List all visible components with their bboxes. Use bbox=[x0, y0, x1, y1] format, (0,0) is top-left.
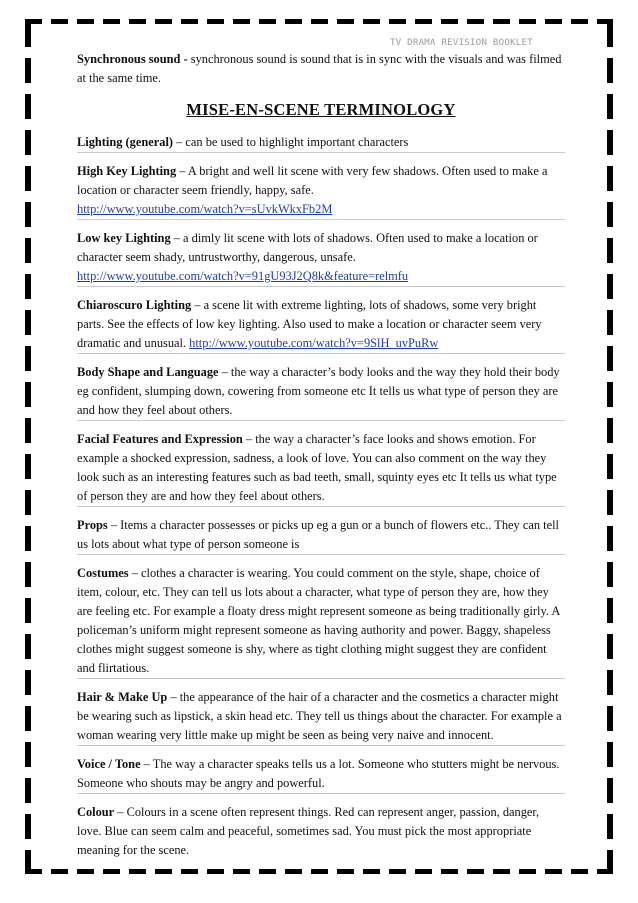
document-body bbox=[77, 50, 565, 860]
entry-text: – Colours in a scene often represent things. Red can represent anger, passion, danger, love. Blue can seem calm and peaceful, sometimes sad. You must pick the most appropriate meaning for the scene. bbox=[77, 805, 540, 857]
entry-term: Low key Lighting bbox=[77, 231, 171, 245]
page-border-bottom bbox=[25, 869, 613, 874]
page-border-left bbox=[25, 22, 31, 872]
entry-voice-tone bbox=[77, 755, 565, 793]
divider bbox=[77, 420, 565, 421]
entry-term: Synchronous sound - bbox=[77, 52, 188, 66]
entry-text: – A bright and well lit scene with very few shadows. Often used to make a location or character seem friendly, happy, safe. bbox=[77, 164, 548, 197]
entry-term: Body Shape and Language bbox=[77, 365, 219, 379]
divider bbox=[77, 745, 565, 746]
entry-costumes bbox=[77, 564, 565, 678]
entry-term: Facial Features and Expression bbox=[77, 432, 243, 446]
section-title: MISE-EN-SCENE TERMINOLOGY bbox=[186, 100, 456, 119]
intro-paragraph bbox=[77, 50, 565, 88]
entry-props bbox=[77, 516, 565, 554]
page-border-top bbox=[25, 19, 613, 24]
entry-low-key-lighting bbox=[77, 229, 565, 286]
entry-text: – the way a character’s face looks and shows emotion. For example a shocked expression, sadness, a look of love. You can also comment on the way they look such as an interesting features such as bad teeth, small, squinty eyes etc It tells us what type of person they are and how they feel about others. bbox=[77, 432, 557, 503]
video-link[interactable]: http://www.youtube.com/watch?v=9SlH_uvPuRw bbox=[189, 336, 439, 350]
entry-text: – Items a character possesses or picks up eg a gun or a bunch of flowers etc.. They can tell us lots about what type of person someone is bbox=[77, 518, 559, 551]
video-link[interactable]: http://www.youtube.com/watch?v=91gU93J2Q8k&feature=relmfu bbox=[77, 269, 409, 283]
entry-term: Costumes bbox=[77, 566, 129, 580]
divider bbox=[77, 554, 565, 555]
entry-term: High Key Lighting bbox=[77, 164, 177, 178]
divider bbox=[77, 506, 565, 507]
entry-colour bbox=[77, 803, 565, 860]
page-border-right bbox=[607, 22, 613, 872]
entry-term: Lighting (general) bbox=[77, 135, 174, 149]
entry-hair-make-up bbox=[77, 688, 565, 745]
entry-text: – can be used to highlight important characters bbox=[173, 135, 409, 149]
divider bbox=[77, 793, 565, 794]
divider bbox=[77, 219, 565, 220]
video-link[interactable]: http://www.youtube.com/watch?v=sUvkWkxFb2M bbox=[77, 202, 333, 216]
entry-text: – clothes a character is wearing. You could comment on the style, shape, choice of item, colour, etc. They can tell us lots about a character, what type of person they are, how they are feeling etc. For example a floaty dress might represent someone as being traditionally girly. A policeman’s uniform might represent someone as having authority and power. Baggy, shapeless clothes might suggest someone is shy, where as tight clothing might suggest they are confident and flirtatious. bbox=[77, 566, 560, 675]
entry-facial-features bbox=[77, 430, 565, 506]
entry-high-key-lighting bbox=[77, 162, 565, 219]
entry-lighting-general bbox=[77, 133, 565, 152]
entry-text: – the appearance of the hair of a character and the cosmetics a character might be wearing such as lipstick, a skin head etc. They tell us things about the character. For example a woman wearing very little make up might be seen as being very naive and innocent. bbox=[77, 690, 562, 742]
entry-term: Chiaroscuro Lighting bbox=[77, 298, 192, 312]
running-header: TV DRAMA REVISION BOOKLET bbox=[390, 38, 533, 48]
divider bbox=[77, 286, 565, 287]
entry-text: – a dimly lit scene with lots of shadows. Often used to make a location or character seem shady, untrustworthy, dangerous, unsafe. bbox=[77, 231, 538, 264]
entry-text: synchronous sound is sound that is in sync with the visuals and was filmed at the same time. bbox=[77, 52, 562, 85]
divider bbox=[77, 152, 565, 153]
entry-chiaroscuro-lighting bbox=[77, 296, 565, 353]
entry-term: Props bbox=[77, 518, 108, 532]
entry-text: – The way a character speaks tells us a lot. Someone who stutters might be nervous. Someone who shouts may be angry and powerful. bbox=[77, 757, 560, 790]
entry-term: Voice / Tone bbox=[77, 757, 141, 771]
entry-term: Hair & Make Up bbox=[77, 690, 168, 704]
entry-text: – a scene lit with extreme lighting, lots of shadows, some very bright parts. See the effects of low key lighting. Also used to make a location or character seem very dramatic and unusual. bbox=[77, 298, 542, 350]
divider bbox=[77, 678, 565, 679]
entry-term: Colour bbox=[77, 805, 115, 819]
divider bbox=[77, 353, 565, 354]
entry-body-shape-language bbox=[77, 363, 565, 420]
entry-text: – the way a character’s body looks and the way they hold their body eg confident, slumping down, cowering from someone etc It tells us what type of person they are and how they feel about others. bbox=[77, 365, 560, 417]
